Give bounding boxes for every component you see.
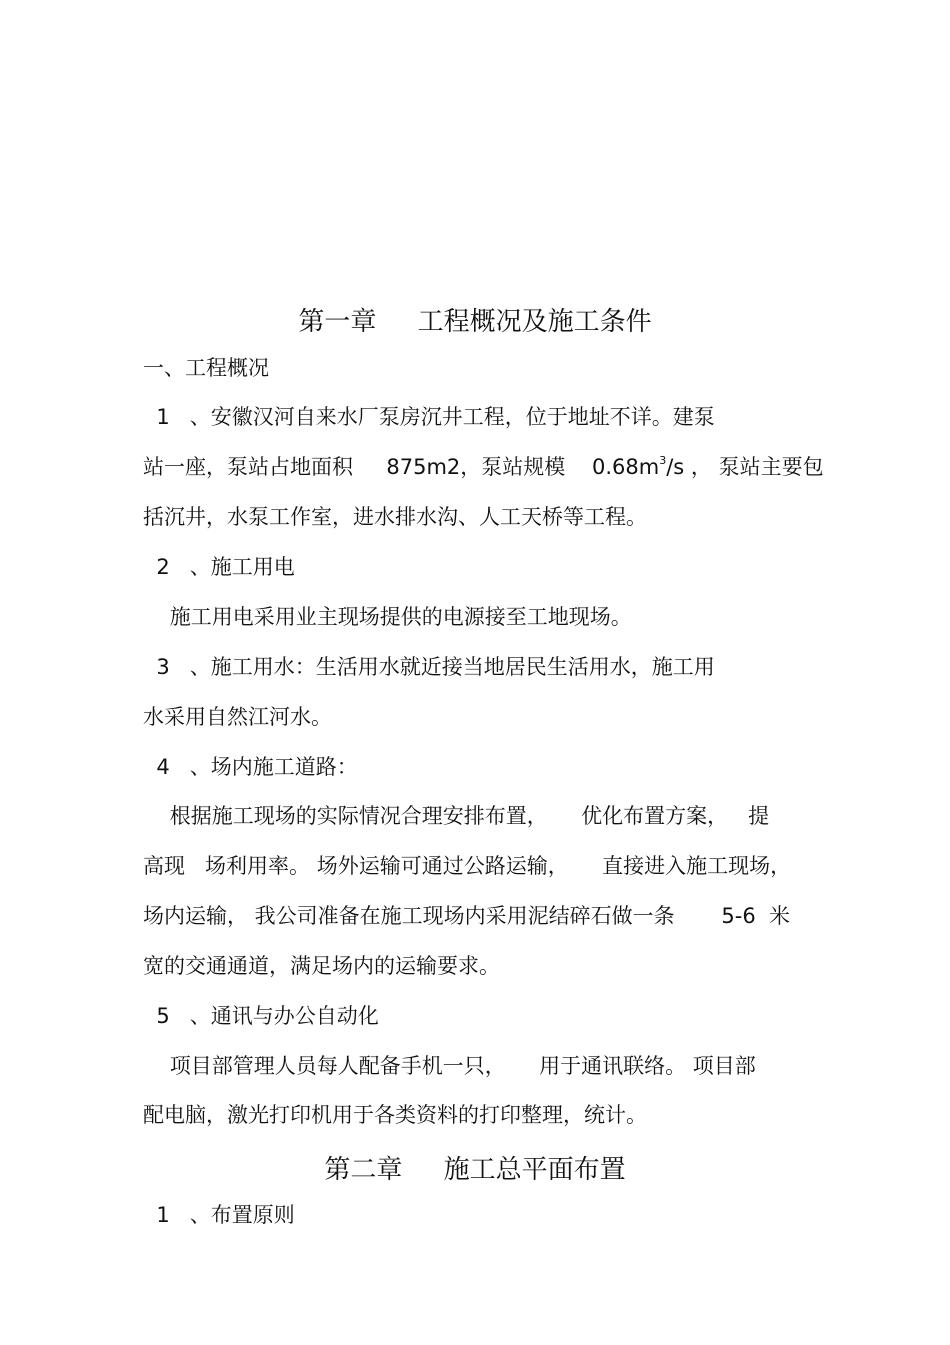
item4-line2: 高现 场利用率。 场外运输可通过公路运输， 直接进入施工现场， [143,854,792,878]
item3-line1: 3 、施工用水：生活用水就近接当地居民生活用水，施工用 [143,655,715,679]
item5-line1: 项目部管理人员每人配备手机一只， 用于通讯联络。 项目部 [143,1054,756,1078]
item1-line2-before: 站一座，泵站占地面积 875m2，泵站规模 0.68m [143,455,660,479]
item1-line2 [143,453,824,481]
item5-title: 5 、通讯与办公自动化 [143,1004,379,1028]
chapter2-title: 第二章 施工总平面布置 [324,1155,626,1185]
item4-line4: 宽的交通通道，满足场内的运输要求。 [143,954,500,978]
section1-title: 一、工程概况 [143,356,269,380]
item3-line2: 水采用自然江河水。 [143,705,332,729]
item5-line2: 配电脑，激光打印机用于各类资料的打印整理，统计。 [143,1103,647,1127]
item4-line3: 场内运输， 我公司准备在施工现场内采用泥结碎石做一条 5-6 米 [143,904,791,928]
item1-line1: 1 、安徽汉河自来水厂泵房沉井工程，位于地址不详。建泵 [143,405,715,429]
item2-title: 2 、施工用电 [143,555,295,579]
item1-line3: 括沉井，水泵工作室，进水排水沟、人工天桥等工程。 [143,505,647,529]
item1-line2-after: /s ， 泵站主要包 [666,455,824,479]
chapter2-item1-title: 1 、布置原则 [143,1203,295,1227]
item4-title: 4 、场内施工道路： [143,755,358,779]
item1-line2-sup: 3 [659,454,667,467]
chapter1-title: 第一章 工程概况及施工条件 [298,307,652,337]
item2-body: 施工用电采用业主现场提供的电源接至工地现场。 [143,605,632,629]
item4-line1: 根据施工现场的实际情况合理安排布置， 优化布置方案， 提 [143,804,770,828]
